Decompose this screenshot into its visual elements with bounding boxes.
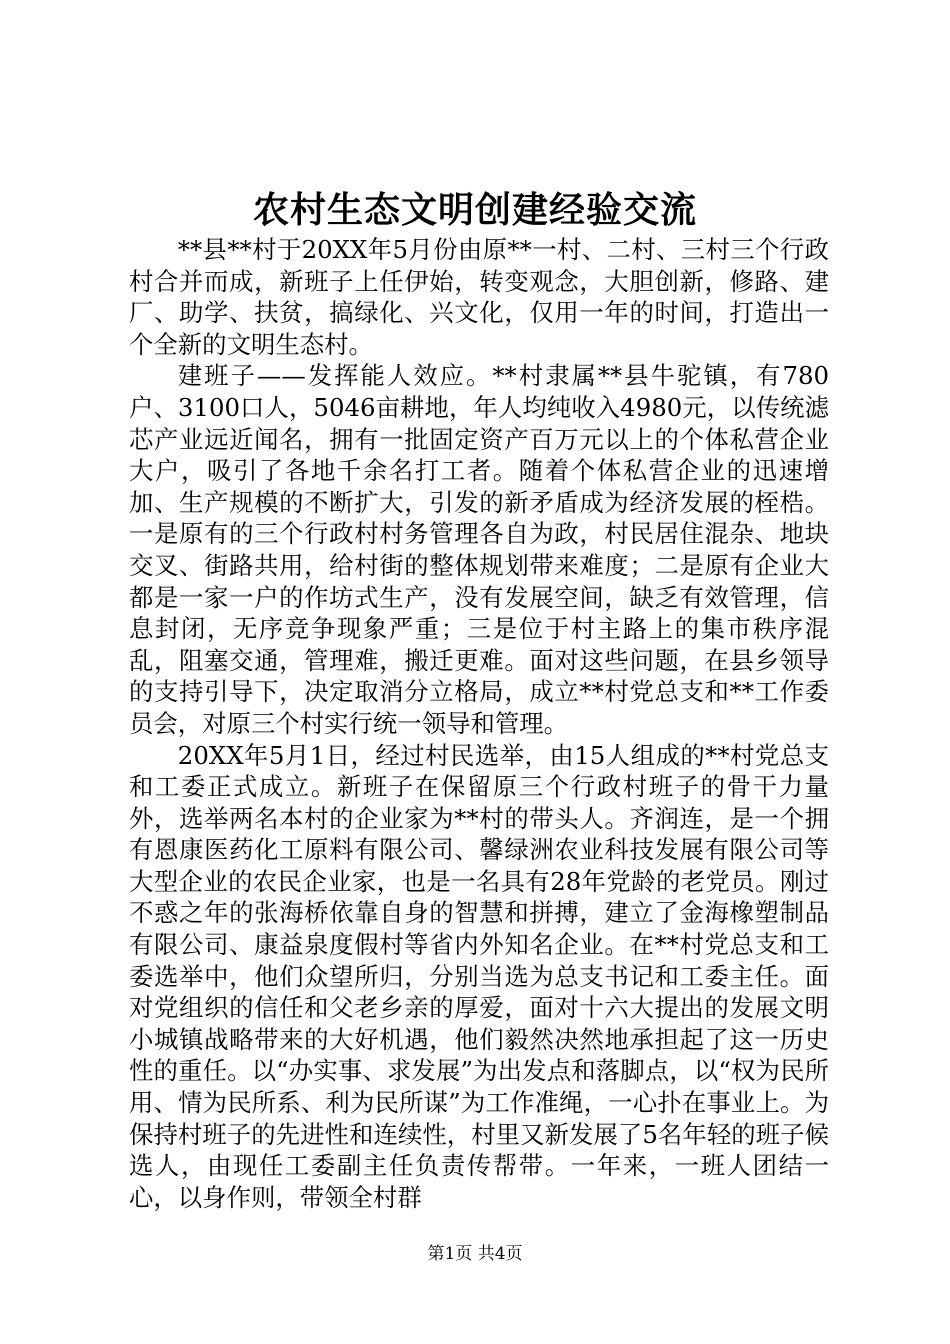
document-body [129,234,829,1213]
paragraph-election: 20XX年5月1日，经过村民选举，由15人组成的**村党总支和工委正式成立。新班子在保留原三个行政村班子的骨干力量外，选举两名本村的企业家为**村的带头人。齐润连，是一个拥有恩康医药化工原料有限公司、馨绿洲农业科技发展有限公司等大型企业的农民企业家，也是一名具有28年党龄的老党员。刚过不惑之年的张海桥依靠自身的智慧和拼搏，建立了金海橡塑制品有限公司、康益泉度假村等省内外知名企业。在**村党总支和工委选举中，他们众望所归，分别当选为总支书记和工委主任。面对党组织的信任和父老乡亲的厚爱，面对十六大提出的发展文明小城镇战略带来的大好机遇，他们毅然决然地承担起了这一历史性的重任。以“办实事、求发展”为出发点和落脚点，以“权为民所用、情为民所系、利为民所谋”为工作准绳，一心扑在事业上。为保持村班子的先进性和连续性，村里又新发展了5名年轻的班子候选人，由现任工委副主任负责传帮带。一年来，一班人团结一心，以身作则，带领全村群 [129,740,829,1212]
paragraph-team-building: 建班子——发挥能人效应。**村隶属**县牛驼镇，有780户、3100口人，5046亩耕地，年人均纯收入4980元，以传统滤芯产业远近闻名，拥有一批固定资产百万元以上的个体私营企业大户，吸引了各地千余名打工者。随着个体私营企业的迅速增加、生产规模的不断扩大，引发的新矛盾成为经济发展的桎梏。一是原有的三个行政村村务管理各自为政，村民居住混杂、地块交叉、街路共用，给村街的整体规划带来难度；二是原有企业大都是一家一户的作坊式生产，没有发展空间，缺乏有效管理，信息封闭，无序竞争现象严重；三是位于村主路上的集市秩序混乱，阻塞交通，管理难，搬迁更难。面对这些问题，在县乡领导的支持引导下，决定取消分立格局，成立**村党总支和**工作委员会，对原三个村实行统一领导和管理。 [129,361,829,738]
document-title: 农村生态文明创建经验交流 [252,189,697,231]
page-number-footer: 第1页 共4页 [427,1244,523,1264]
paragraph-intro: **县**村于20XX年5月份由原**一村、二村、三村三个行政村合并而成，新班子上任伊始，转变观念，大胆创新，修路、建厂、助学、扶贫，搞绿化、兴文化，仅用一年的时间，打造出一个全新的文明生态村。 [129,235,829,359]
